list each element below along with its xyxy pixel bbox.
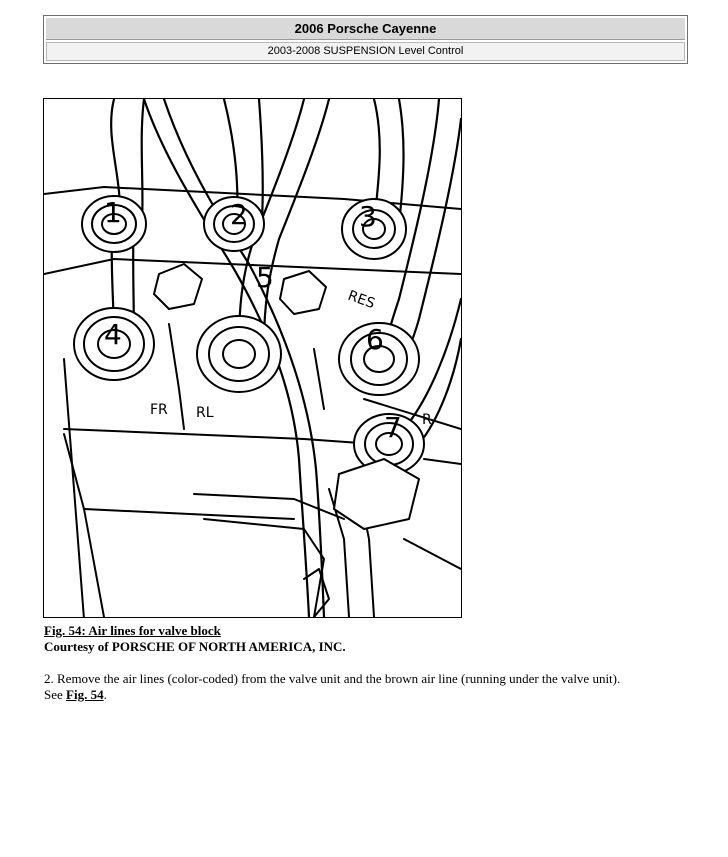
callout-2: 2 bbox=[230, 198, 248, 231]
step-paragraph bbox=[44, 671, 704, 703]
callout-3: 3 bbox=[359, 200, 377, 233]
port-label-fr: FR bbox=[150, 402, 168, 418]
port-label-rl: RL bbox=[196, 405, 214, 421]
see-suffix: . bbox=[103, 687, 107, 702]
document-header bbox=[43, 15, 688, 64]
document-title: 2006 Porsche Cayenne bbox=[46, 18, 685, 40]
callout-7: 7 bbox=[384, 411, 402, 444]
figure-link[interactable]: Fig. 54 bbox=[66, 687, 104, 702]
callout-1: 1 bbox=[104, 196, 122, 229]
see-prefix: See bbox=[44, 687, 67, 702]
callout-4: 4 bbox=[104, 318, 122, 351]
port-label-r: R bbox=[422, 412, 432, 428]
valve-block-figure bbox=[43, 98, 462, 618]
step-text: 2. Remove the air lines (color-coded) from the valve unit and the brown air line (running under the valve unit). bbox=[44, 671, 621, 686]
figure-caption bbox=[44, 623, 704, 655]
caption-title: Fig. 54: Air lines for valve block bbox=[44, 623, 221, 638]
callout-6: 6 bbox=[366, 323, 384, 356]
courtesy-line: Courtesy of PORSCHE OF NORTH AMERICA, INC. bbox=[44, 639, 346, 654]
document-subtitle: 2003-2008 SUSPENSION Level Control bbox=[46, 42, 685, 61]
valve-block-illustration bbox=[44, 99, 461, 617]
port-label-res: RES bbox=[345, 287, 377, 313]
document-body bbox=[44, 623, 704, 703]
callout-5: 5 bbox=[256, 261, 274, 294]
